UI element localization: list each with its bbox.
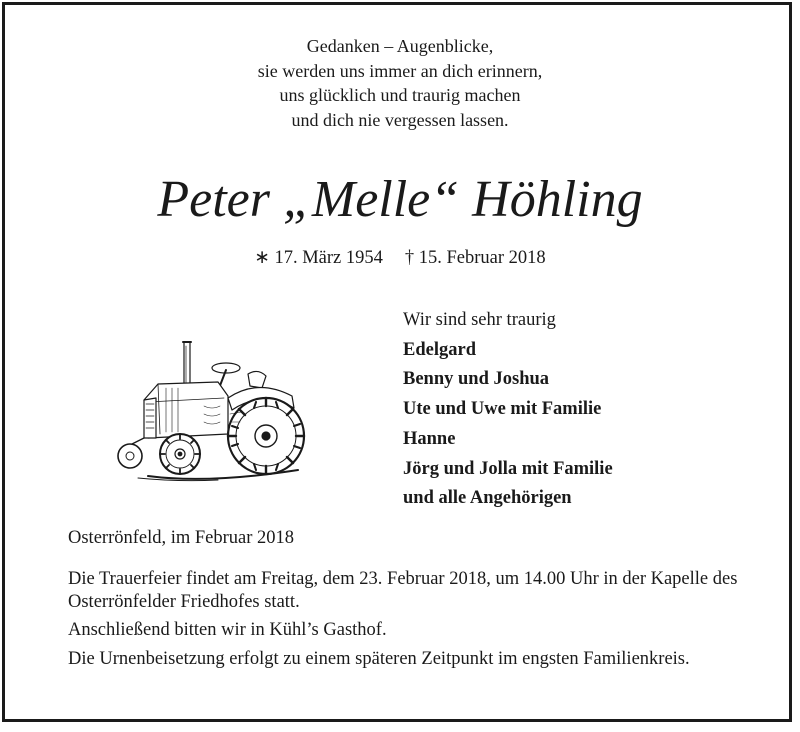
mourner-name: Jörg und Jolla mit Familie — [403, 458, 613, 479]
mourner-name: und alle Angehörigen — [403, 488, 572, 509]
funeral-information — [68, 568, 748, 676]
birth-date: ∗ 17. März 1954 — [254, 248, 383, 268]
mourner-name: Hanne — [403, 428, 456, 449]
poem — [0, 34, 800, 132]
info-paragraph: Anschließend bitten wir in Kühl’s Gasthof. — [68, 620, 387, 640]
poem-line: und dich nie vergessen lassen. — [291, 109, 509, 130]
death-date: † 15. Februar 2018 — [404, 248, 546, 268]
mourner-name: Edelgard — [403, 339, 476, 360]
poem-line: uns glücklich und traurig machen — [279, 85, 521, 105]
mourners-list — [403, 306, 613, 514]
info-paragraph: Die Urnenbeisetzung erfolgt zu einem späteren Zeitpunkt im engsten Familienkreis. — [68, 648, 690, 669]
tractor-illustration-icon — [108, 338, 308, 490]
mourners-intro: Wir sind sehr traurig — [403, 310, 556, 330]
poem-line: sie werden uns immer an dich erinnern, — [257, 60, 543, 81]
poem-line: Gedanken – Augenblicke, — [306, 36, 494, 56]
mourner-name: Benny und Joshua — [403, 369, 550, 390]
place-and-date: Osterrönfeld, im Februar 2018 — [68, 528, 295, 548]
life-dates — [0, 246, 800, 270]
deceased-name: Peter „Melle“ Höhling — [157, 171, 643, 228]
info-paragraph: Die Trauerfeier findet am Freitag, dem 23. Februar 2018, um 14.00 Uhr in der Kapelle des Osterrönfelder Friedhofes statt. — [68, 569, 738, 612]
mourner-name: Ute und Uwe mit Familie — [403, 399, 602, 420]
